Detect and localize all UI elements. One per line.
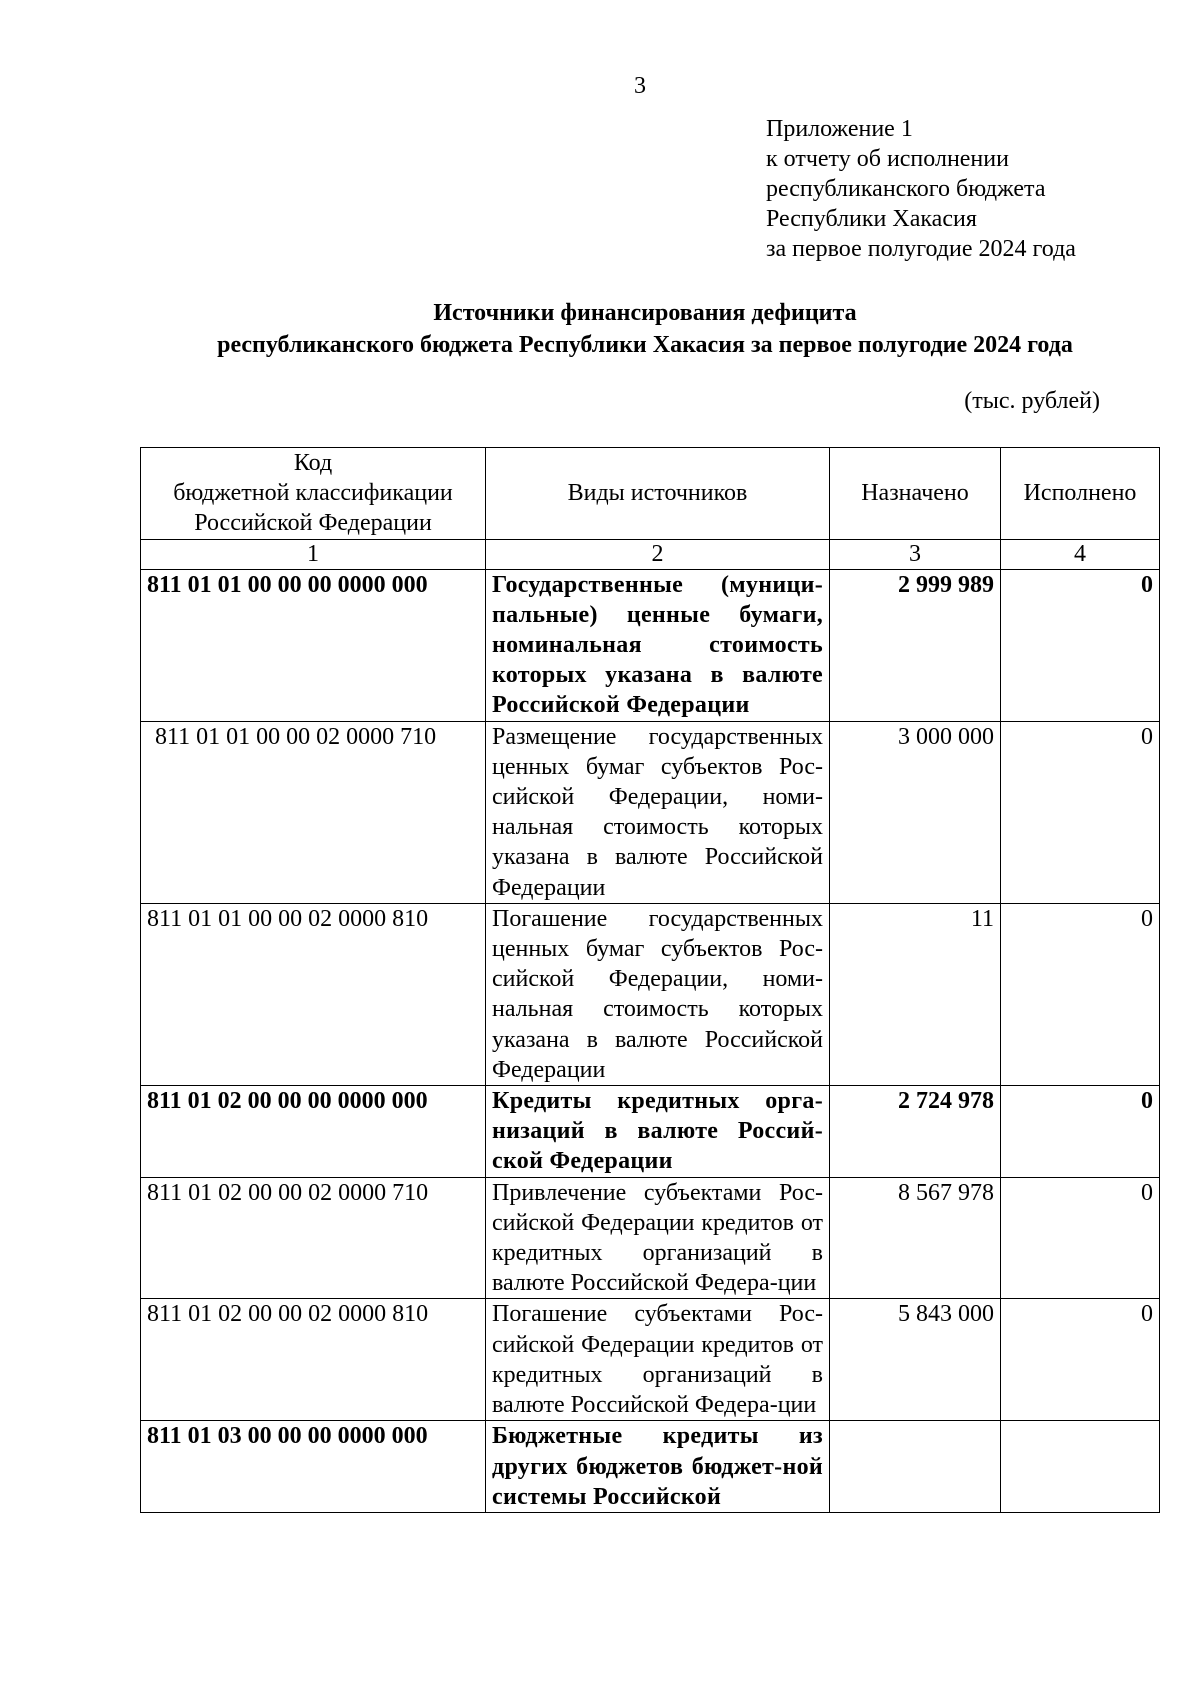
header-assigned: Назначено: [830, 448, 1001, 540]
row-assigned: 2 724 978: [830, 1086, 1001, 1178]
row-source-name: Бюджетные кредиты из других бюджетов бюджет-ной системы Российской: [486, 1421, 830, 1513]
header-executed: Исполнено: [1001, 448, 1160, 540]
row-source-name: Привлечение субъектами Рос-сийской Федерации кредитов от кредитных организаций в валюте Российской Федера-ции: [486, 1177, 830, 1299]
header-code-line: Код: [293, 450, 333, 476]
appendix-line: к отчету об исполнении: [766, 146, 1009, 172]
table-row: [141, 1421, 1160, 1513]
row-assigned: 2 999 989: [830, 569, 1001, 721]
row-code: 811 01 02 00 00 02 0000 710: [141, 1177, 486, 1299]
row-code: 811 01 02 00 00 02 0000 810: [141, 1299, 486, 1421]
header-source-type: Виды источников: [486, 448, 830, 540]
row-assigned: 11: [830, 903, 1001, 1085]
table-row: [141, 1086, 1160, 1178]
row-code: 811 01 03 00 00 00 0000 000: [141, 1421, 486, 1513]
row-code: 811 01 01 00 00 02 0000 710: [141, 721, 486, 903]
table-row: [141, 721, 1160, 903]
table-header-row: [141, 448, 1160, 540]
row-assigned: [830, 1421, 1001, 1513]
row-assigned: 5 843 000: [830, 1299, 1001, 1421]
table-row: [141, 569, 1160, 721]
row-code: 811 01 02 00 00 00 0000 000: [141, 1086, 486, 1178]
row-executed: 0: [1001, 1299, 1160, 1421]
units-label: (тыс. рублей): [964, 388, 1100, 414]
row-executed: [1001, 1421, 1160, 1513]
document-title: [0, 297, 1200, 361]
appendix-caption: [766, 114, 1076, 264]
row-source-name: Кредиты кредитных орга-низаций в валюте Россий-ской Федерации: [486, 1086, 830, 1178]
column-number: 2: [486, 539, 830, 569]
table-row: [141, 903, 1160, 1085]
row-code: 811 01 01 00 00 00 0000 000: [141, 569, 486, 721]
row-executed: 0: [1001, 721, 1160, 903]
appendix-line: республиканского бюджета: [766, 176, 1046, 202]
row-source-name: Размещение государственных ценных бумаг субъектов Рос-сийской Федерации, номи-нальная стоимость которых указана в валюте Российской Федерации: [486, 721, 830, 903]
row-executed: 0: [1001, 569, 1160, 721]
header-code-line: Российской Федерации: [194, 510, 432, 537]
appendix-line: за первое полугодие 2024 года: [766, 236, 1076, 262]
title-line-2: республиканского бюджета Республики Хакасия за первое полугодие 2024 года: [217, 332, 1073, 358]
row-source-name: Погашение государственных ценных бумаг субъектов Рос-сийской Федерации, номи-нальная стоимость которых указана в валюте Российской Федерации: [486, 903, 830, 1085]
financing-sources-table: [140, 447, 1160, 1513]
table-row: [141, 1177, 1160, 1299]
header-code: [141, 448, 486, 540]
appendix-line: Приложение 1: [766, 116, 913, 142]
appendix-line: Республики Хакасия: [766, 206, 977, 232]
column-number: 3: [830, 539, 1001, 569]
page-number: 3: [634, 73, 646, 99]
column-number-row: [141, 539, 1160, 569]
row-assigned: 3 000 000: [830, 721, 1001, 903]
row-executed: 0: [1001, 1177, 1160, 1299]
row-executed: 0: [1001, 1086, 1160, 1178]
title-line-1: Источники финансирования дефицита: [433, 300, 857, 326]
row-assigned: 8 567 978: [830, 1177, 1001, 1299]
row-source-name: Погашение субъектами Рос-сийской Федерации кредитов от кредитных организаций в валюте Российской Федера-ции: [486, 1299, 830, 1421]
row-executed: 0: [1001, 903, 1160, 1085]
column-number: 4: [1001, 539, 1160, 569]
table-row: [141, 1299, 1160, 1421]
column-number: 1: [141, 539, 486, 569]
header-code-line: бюджетной классификации: [173, 480, 453, 507]
row-source-name: Государственные (муници-пальные) ценные бумаги, номинальная стоимость которых указана в валюте Российской Федерации: [486, 569, 830, 721]
row-code: 811 01 01 00 00 02 0000 810: [141, 903, 486, 1085]
